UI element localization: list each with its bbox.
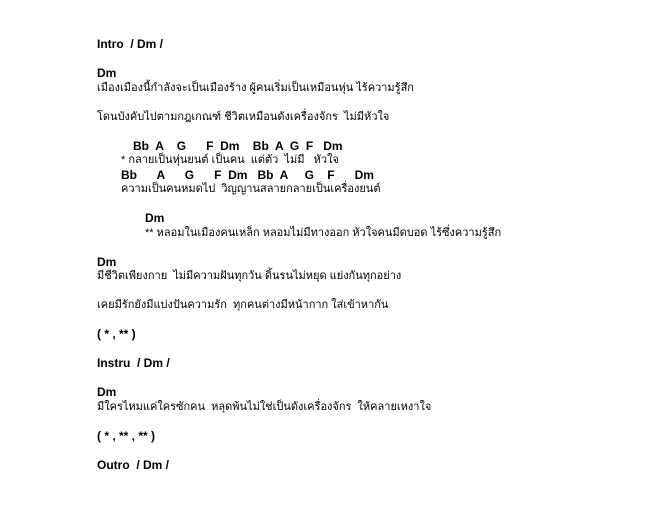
verse1-lyric-1: เมืองเมืองนี้กำลังจะเป็นเมืองร้าง ผู้คนเริ่มเป็นเหมือนหุ่น ไร้ความรู้สึก <box>97 82 414 94</box>
chorus1-chords-2: Bb A G F Dm Bb A G F Dm <box>121 168 374 182</box>
chorus1-chords-1: Bb A G F Dm Bb A G F Dm <box>133 139 343 153</box>
outro-line: Outro / Dm / <box>97 458 169 472</box>
intro-line: Intro / Dm / <box>97 37 163 51</box>
verse3-chord: Dm <box>97 385 117 399</box>
chorus2-lyric: ** หลอมในเมืองคนเหล็ก หลอมไม่มีทางออก หัวใจคนมืดบอด ไร้ซึ่งความรู้สึก <box>145 227 502 239</box>
repeat-marker-1: ( * , ** ) <box>97 327 136 341</box>
verse2-chord: Dm <box>97 255 117 269</box>
verse1-chord: Dm <box>97 66 117 80</box>
instru-line: Instru / Dm / <box>97 356 170 370</box>
chorus1-lyric-1: * กลายเป็นหุ่นยนต์ เป็นคน แต่ตัว ไม่มี หัวใจ <box>121 154 339 166</box>
verse2-lyric-1: มีชีวิตเพียงกาย ไม่มีความฝันทุกวัน ดิ้นรนไม่หยุด แย่งกันทุกอย่าง <box>97 270 402 282</box>
repeat-marker-2: ( * , ** , ** ) <box>97 429 156 443</box>
verse3-lyric-1: มีใครไหมแค่ใครซักคน หลุดพ้นไม่ใช่เป็นดังเครื่องจักร ให้คลายเหงาใจ <box>97 401 432 413</box>
chorus2-chord: Dm <box>145 211 165 225</box>
verse1-lyric-2: โดนบังคับไปตามกฎเกณฑ์ ชีวิตเหมือนดังเครื่องจักร ไม่มีหัวใจ <box>97 111 390 123</box>
chorus1-lyric-2: ความเป็นคนหมดไป วิญญานสลายกลายเป็นเครื่องยนต์ <box>121 183 381 195</box>
verse2-lyric-2: เคยมีรักยังมีแบ่งปันความรัก ทุกคนต่างมีหน้ากาก ใส่เข้าหากัน <box>97 299 389 311</box>
